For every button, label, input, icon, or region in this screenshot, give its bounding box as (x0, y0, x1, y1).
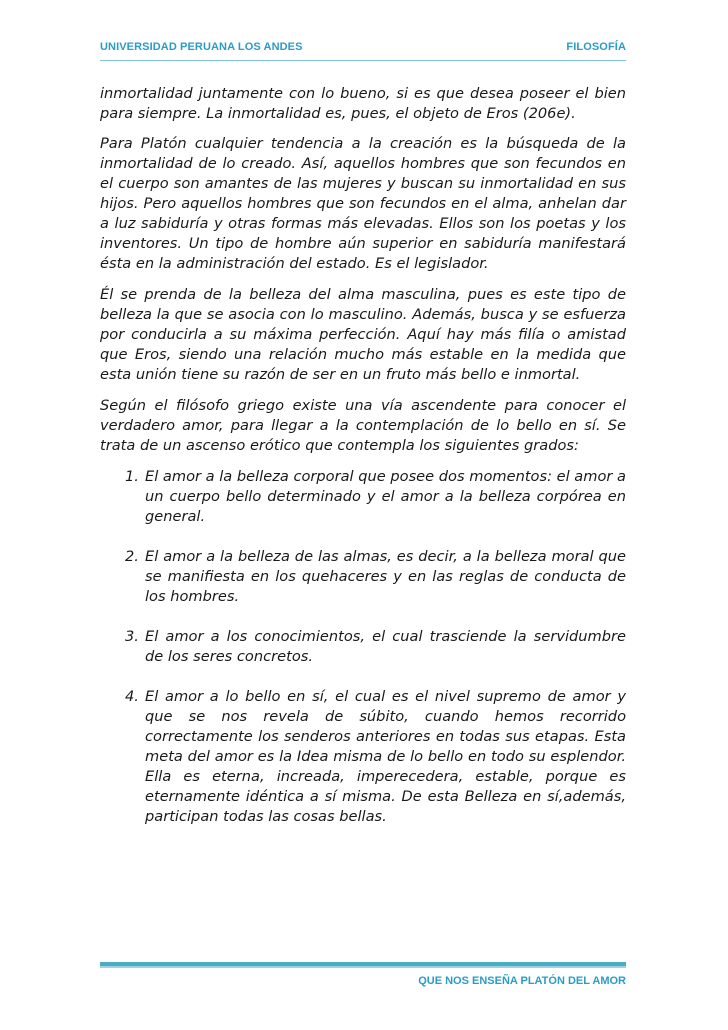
header-institution: UNIVERSIDAD PERUANA LOS ANDES (100, 41, 303, 53)
list-item-text: El amor a la belleza de las almas, es decir, a la belleza moral que se manifiesta en los quehaceres y en las reglas de conducta de los hombres. (145, 548, 626, 605)
list-item-number: 3. (125, 628, 139, 645)
paragraph: Para Platón cualquier tendencia a la creación es la búsqueda de la inmortalidad de lo creado. Así, aquellos hombres que son fecundos en el cuerpo son amantes de las mujeres y buscan su inmortalidad en sus hijos. Pero aquellos hombres que son fecundos en el alma, anhelan dar a luz sabiduría y otras formas más elevadas. Ellos son los poetas y los inventores. Un tipo de hombre aún superior en sabiduría manifestará ésta en la administración del estado. Es el legislador. (100, 135, 626, 272)
footer-title: QUE NOS ENSEÑA PLATÓN DEL AMOR (418, 975, 626, 987)
paragraph: inmortalidad juntamente con lo bueno, si es que desea poseer el bien para siempre. La inmortalidad es, pues, el objeto de Eros (206e). (100, 85, 626, 122)
paragraph: Según el filósofo griego existe una vía ascendente para conocer el verdadero amor, para llegar a la contemplación de lo bello en sí. Se trata de un ascenso erótico que contempla los siguientes grados: (100, 397, 626, 454)
list-item-number: 1. (125, 468, 139, 485)
list-item-text: El amor a lo bello en sí, el cual es el nivel supremo de amor y que se nos revela de súbito, cuando hemos recorrido correctamente los senderos anteriores en todas sus etapas. Esta meta del amor es la Idea misma de lo bello en todo su esplendor. Ella es eterna, increada, imperecedera, estable, porque es eternamente idéntica a sí misma. De esta Belleza en sí,además, participan todas las cosas bellas. (145, 688, 626, 825)
list-item (100, 467, 626, 527)
list-item (100, 627, 626, 667)
grades-list (100, 467, 626, 827)
list-item (100, 547, 626, 607)
header-divider (100, 60, 626, 61)
footer-divider (100, 962, 626, 968)
list-item-text: El amor a la belleza corporal que posee dos momentos: el amor a un cuerpo bello determinado y el amor a la belleza corpórea en general. (145, 468, 626, 525)
header-subject: FILOSOFÍA (566, 41, 626, 53)
list-item-number: 2. (125, 548, 139, 565)
paragraph: Él se prenda de la belleza del alma masculina, pues es este tipo de belleza la que se asocia con lo masculino. Además, busca y se esfuerza por conducirla a su máxima perfección. Aquí hay más filía o amistad que Eros, siendo una relación mucho más estable en la medida que esta unión tiene su razón de ser en un fruto más bello e inmortal. (100, 286, 626, 383)
list-item-number: 4. (125, 688, 139, 705)
list-item-text: El amor a los conocimientos, el cual trasciende la servidumbre de los seres concretos. (145, 628, 626, 665)
list-item (100, 687, 626, 827)
document-body (100, 84, 626, 847)
